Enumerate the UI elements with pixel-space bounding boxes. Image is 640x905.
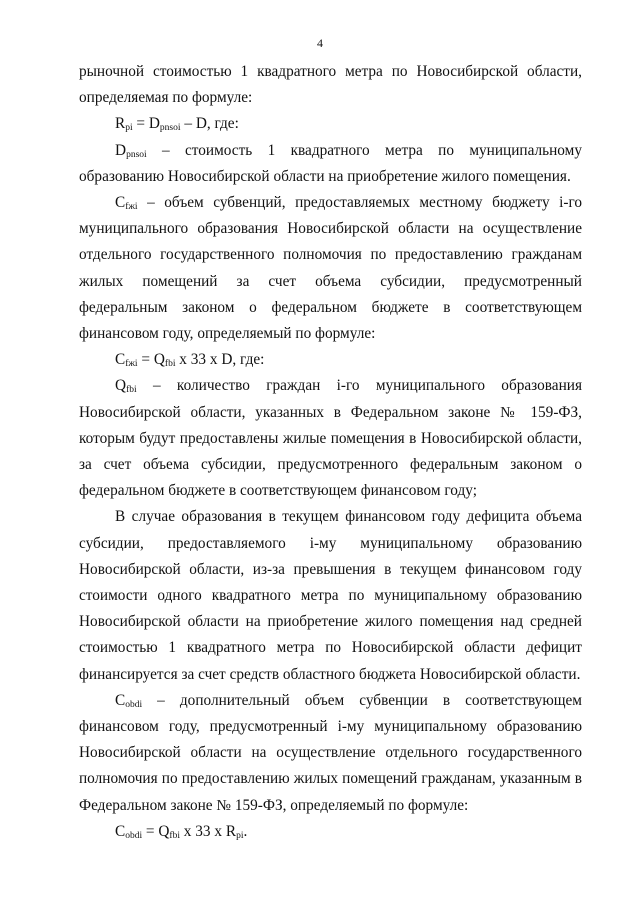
formula-cfzhi: $C_{fжi} = Q_{fbi}$ x 33 x D, где: [115,351,265,370]
definition-qfbi: $Q_{fbi}$ – количество граждан i-го муниципального образования Новосибирской области, указанных в Федеральном законе № 159-ФЗ, которым будут предоставлены жилые помещения в Новосибирской области, за счет объема субсидии, предусмотренного федеральным законом о федеральном бюджете в соответствующем финансовом году; [79,377,582,500]
formula-cobdi: $C_{obdi} = Q_{fbi}$ x 33 x $R_{pi}$. [115,822,248,841]
page-number: 4 [317,36,323,50]
paragraph-deficit: В случае образования в текущем финансовом году дефицита объема субсидии, предоставляемого i-му муниципальному образованию Новосибирской области, из-за превышения в текущем финансовом году стоимости одного квадратного метра по муниципальному образованию Новосибирской области на приобретение жилого помещения над средней стоимостью 1 квадратного метра по Новосибирской области дефицит финансируется за счет средств областного бюджета Новосибирской области. [79,508,582,683]
formula-rpi: $R_{pi} = D_{pnsoi} - D$, где: [115,115,239,134]
definition-cfzhi: $C_{fжi}$ – объем субвенций, предоставляемых местному бюджету i-го муниципального образования Новосибирской области на осуществление отдельного государственного полномочия по предоставлению гражданам жилых помещений за счет объема субсидии, предусмотренный федеральным законом о федеральном бюджете в соответствующем финансовом году, определяемый по формуле: [79,194,582,343]
document-body [79,59,582,845]
definition-dpnsoi: $D_{pnsoi}$ – стоимость 1 квадратного метра по муниципальному образованию Новосибирской области на приобретение жилого помещения. [79,141,582,185]
paragraph-intro: рыночной стоимостью 1 квадратного метра по Новосибирской области, определяемая по формуле: [79,63,582,107]
definition-cobdi: $C_{obdi}$ – дополнительный объем субвенции в соответствующем финансовом году, предусмотренный i-му муниципальному образованию Новосибирской области на осуществление отдельного государственного полномочия по предоставлению жилых помещений гражданам, указанным в Федеральном законе № 159-ФЗ, определяемый по формуле: [79,691,582,814]
